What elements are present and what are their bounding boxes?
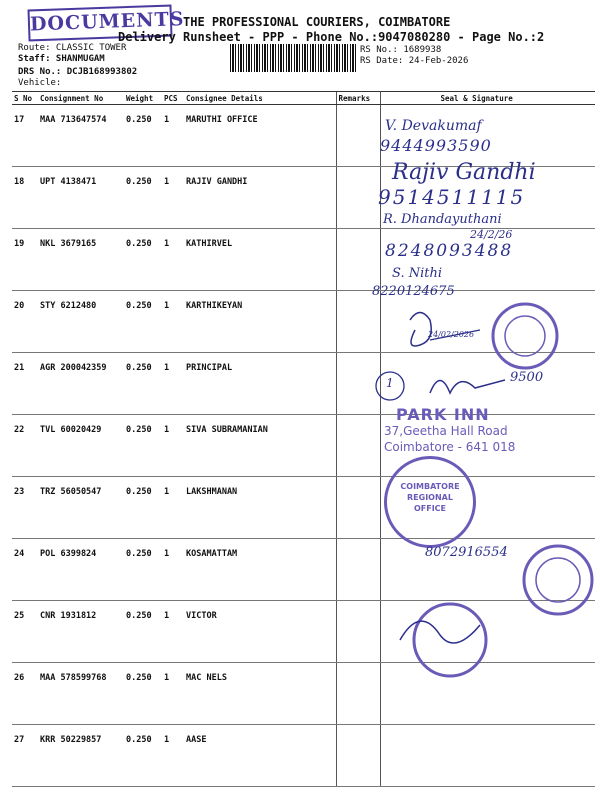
table-row <box>12 105 595 167</box>
sno-cell: 25 <box>12 601 38 663</box>
consignee-cell: LAKSHMANAN <box>184 477 336 539</box>
finance-stamp <box>384 456 476 548</box>
pcs-cell: 1 <box>162 663 184 725</box>
pcs-cell: 1 <box>162 353 184 415</box>
col-consignee: Consignee Details <box>184 92 336 105</box>
pcs-cell: 1 <box>162 477 184 539</box>
sno-cell: 20 <box>12 291 38 353</box>
consignee-cell: KARTHIKEYAN <box>184 291 336 353</box>
weight-cell: 0.250 <box>124 725 162 787</box>
finance-stamp-line1: COIMBATORE <box>400 482 460 491</box>
drs-number: DRS No.: DCJB168993802 <box>18 67 138 77</box>
weight-cell: 0.250 <box>124 291 162 353</box>
col-pcs: PCS <box>162 92 184 105</box>
rs-date: RS Date: 24-Feb-2026 <box>360 56 469 66</box>
remarks-cell <box>336 291 380 353</box>
pcs-cell: 1 <box>162 167 184 229</box>
consignment-cell: POL 6399824 <box>38 539 124 601</box>
sno-cell: 26 <box>12 663 38 725</box>
consignment-cell: CNR 1931812 <box>38 601 124 663</box>
weight-cell: 0.250 <box>124 477 162 539</box>
col-weight: Weight <box>124 92 162 105</box>
park-inn-stamp: PARK INN <box>396 405 490 424</box>
table-row <box>12 477 595 539</box>
signature-row-18: Rajiv Gandhi <box>392 160 536 185</box>
remarks-cell <box>336 539 380 601</box>
remarks-cell <box>336 663 380 725</box>
consignment-cell: STY 6212480 <box>38 291 124 353</box>
runsheet-title: Delivery Runsheet - PPP - Phone No.:9047080280 - Page No.:2 <box>118 30 545 44</box>
phone-row-17: 9444993590 <box>380 136 492 155</box>
pcs-cell: 1 <box>162 415 184 477</box>
date-row-19: 24/2/26 <box>470 228 513 241</box>
date-row-21: 24/02/2026 <box>428 330 475 339</box>
consignment-cell: AGR 200042359 <box>38 353 124 415</box>
signature-cell <box>380 725 595 787</box>
park-inn-address: 37,Geetha Hall Road <box>384 424 508 438</box>
signature-row-20: S. Nithi <box>392 266 442 281</box>
sno-cell: 22 <box>12 415 38 477</box>
consignee-cell: VICTOR <box>184 601 336 663</box>
remarks-cell <box>336 477 380 539</box>
weight-cell: 0.250 <box>124 353 162 415</box>
remarks-cell <box>336 229 380 291</box>
sno-cell: 27 <box>12 725 38 787</box>
consignment-cell: MAA 713647574 <box>38 105 124 167</box>
consignment-cell: NKL 3679165 <box>38 229 124 291</box>
consignee-cell: RAJIV GANDHI <box>184 167 336 229</box>
company-name: THE PROFESSIONAL COURIERS, COIMBATORE <box>183 15 451 29</box>
weight-cell: 0.250 <box>124 539 162 601</box>
staff-label: Staff: SHANMUGAM <box>18 54 105 64</box>
signature-row-17: V. Devakumaf <box>385 118 482 134</box>
phone-row-22: 9500 <box>510 370 544 385</box>
consignment-cell: TRZ 56050547 <box>38 477 124 539</box>
phone-row-19: 8248093488 <box>385 241 514 261</box>
sno-cell: 23 <box>12 477 38 539</box>
consignment-cell: MAA 578599768 <box>38 663 124 725</box>
pcs-cell: 1 <box>162 229 184 291</box>
weight-cell: 0.250 <box>124 167 162 229</box>
weight-cell: 0.250 <box>124 663 162 725</box>
consignment-cell: TVL 60020429 <box>38 415 124 477</box>
circular-stamp-row-25 <box>520 540 596 620</box>
finance-stamp-line3: OFFICE <box>413 504 447 513</box>
pcs-cell: 1 <box>162 105 184 167</box>
phone-row-20: 8220124675 <box>372 284 455 299</box>
remarks-cell <box>336 725 380 787</box>
consignee-cell: PRINCIPAL <box>184 353 336 415</box>
remarks-cell <box>336 601 380 663</box>
vehicle-label: Vehicle: <box>18 78 62 88</box>
consignee-cell: MARUTHI OFFICE <box>184 105 336 167</box>
col-sno: S No <box>12 92 38 105</box>
consignee-cell: KATHIRVEL <box>184 229 336 291</box>
number-row-22: 1 <box>386 376 394 390</box>
pcs-cell: 1 <box>162 539 184 601</box>
weight-cell: 0.250 <box>124 105 162 167</box>
sno-cell: 17 <box>12 105 38 167</box>
pcs-cell: 1 <box>162 291 184 353</box>
remarks-cell <box>336 415 380 477</box>
circular-stamp-row-27 <box>390 600 510 680</box>
table-row <box>12 725 595 787</box>
pcs-cell: 1 <box>162 725 184 787</box>
park-inn-city: Coimbatore - 641 018 <box>384 440 516 454</box>
phone-row-25: 8072916554 <box>425 545 508 560</box>
consignee-cell: SIVA SUBRAMANIAN <box>184 415 336 477</box>
phone-row-18: 9514511115 <box>378 185 526 209</box>
remarks-cell <box>336 105 380 167</box>
col-consignment: Consignment No <box>38 92 124 105</box>
weight-cell: 0.250 <box>124 601 162 663</box>
table-header <box>12 92 595 105</box>
signature-row-19: R. Dhandayuthani <box>383 212 502 227</box>
col-remarks: Remarks <box>336 92 380 105</box>
consignee-cell: KOSAMATTAM <box>184 539 336 601</box>
barcode <box>230 44 356 72</box>
consignment-cell: KRR 50229857 <box>38 725 124 787</box>
sno-cell: 18 <box>12 167 38 229</box>
sno-cell: 24 <box>12 539 38 601</box>
consignee-cell: MAC NELS <box>184 663 336 725</box>
route-label: Route: CLASSIC TOWER <box>18 43 127 53</box>
pcs-cell: 1 <box>162 601 184 663</box>
weight-cell: 0.250 <box>124 415 162 477</box>
documents-stamp: DOCUMENTS <box>27 4 172 41</box>
weight-cell: 0.250 <box>124 229 162 291</box>
consignment-cell: UPT 4138471 <box>38 167 124 229</box>
sno-cell: 19 <box>12 229 38 291</box>
circular-stamp-row-21 <box>400 300 560 372</box>
rs-number: RS No.: 1689938 <box>360 45 442 55</box>
remarks-cell <box>336 167 380 229</box>
consignee-cell: AASE <box>184 725 336 787</box>
finance-stamp-line2: REGIONAL <box>407 493 453 502</box>
sno-cell: 21 <box>12 353 38 415</box>
col-signature: Seal & Signature <box>380 92 595 105</box>
